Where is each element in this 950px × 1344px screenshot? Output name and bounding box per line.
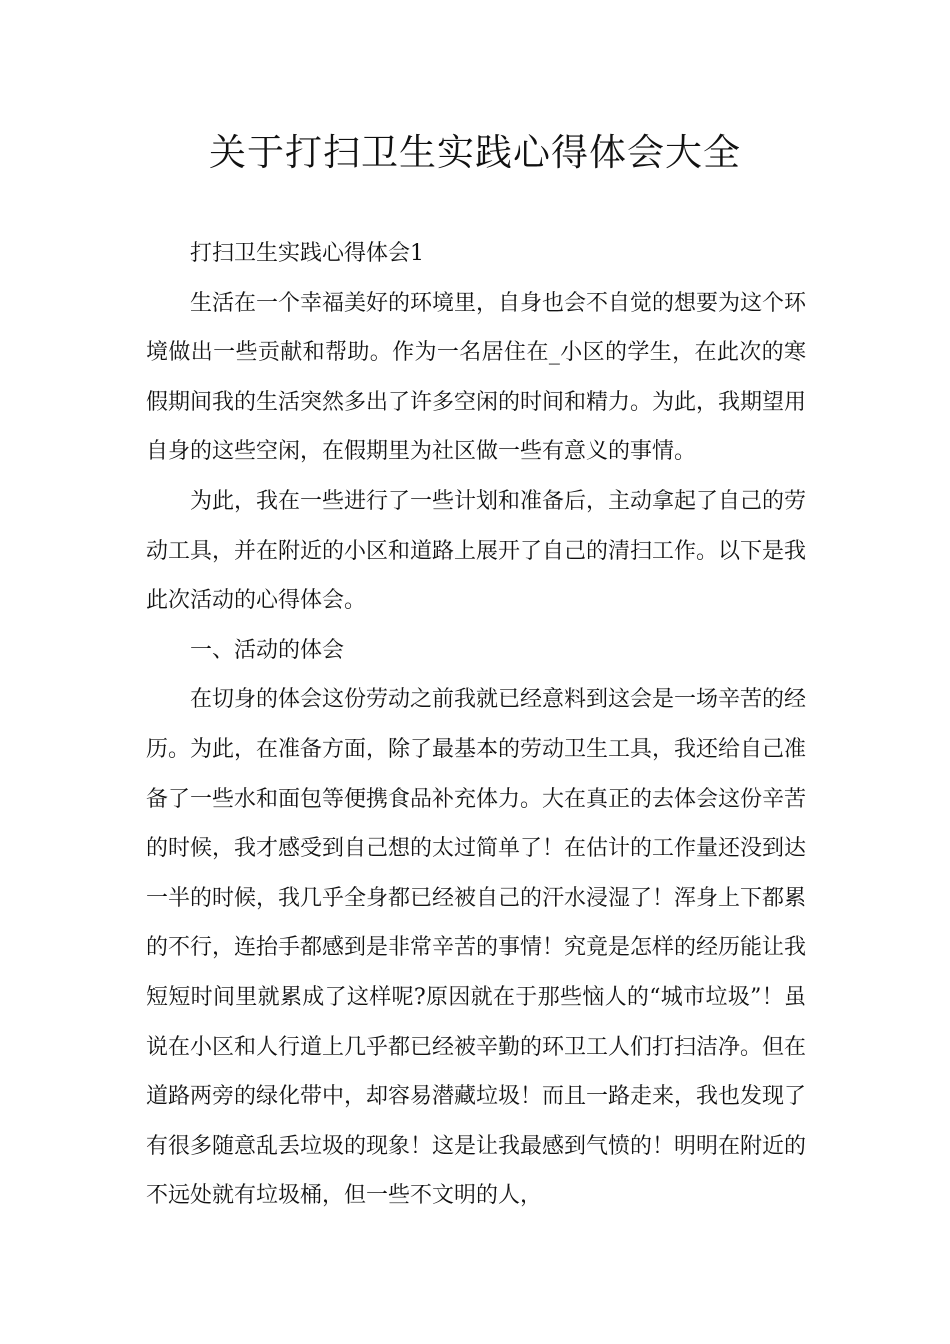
section-heading: 打扫卫生实践心得体会1 — [190, 241, 424, 266]
document-title: 关于打扫卫生实践心得体会大全 — [209, 131, 741, 174]
paragraph: 为此，我在一些进行了一些计划和准备后，主动拿起了自己的劳动工具，并在附近的小区和道路上展开了自己的清扫工作。以下是我此次活动的心得体会。 — [146, 488, 807, 614]
paragraph: 在切身的体会这份劳动之前我就已经意料到这会是一场辛苦的经历。为此，在准备方面，除了最基本的劳动卫生工具，我还给自己准备了一些水和面包等便携食品补充体力。大在真正的去体会这份辛苦的时候，我才感受到自己想的太过简单了！在估计的工作量还没到达一半的时候，我几乎全身都已经被自己的汗水浸湿了！浑身上下都累的不行，连抬手都感到是非常辛苦的事情！究竟是怎样的经历能让我短短时间里就累成了这样呢?原因就在于那些恼人的“城市垃圾”！虽说在小区和人行道上几乎都已经被辛勤的环卫工人们打扫洁净。但在道路两旁的绿化带中，却容易潜藏垃圾！而且一路走来，我也发现了有很多随意乱丢垃圾的现象！这是让我最感到气愤的！明明在附近的不远处就有垃圾桶，但一些不文明的人， — [146, 687, 807, 1209]
document-body — [146, 229, 806, 1221]
section-heading: 一、活动的体会 — [190, 637, 345, 663]
paragraph: 生活在一个幸福美好的环境里，自身也会不自觉的想要为这个环境做出一些贡献和帮助。作为一名居住在_小区的学生，在此次的寒假期间我的生活突然多出了许多空闲的时间和精力。为此，我期望用自身的这些空闲，在假期里为社区做一些有意义的事情。 — [146, 290, 807, 465]
